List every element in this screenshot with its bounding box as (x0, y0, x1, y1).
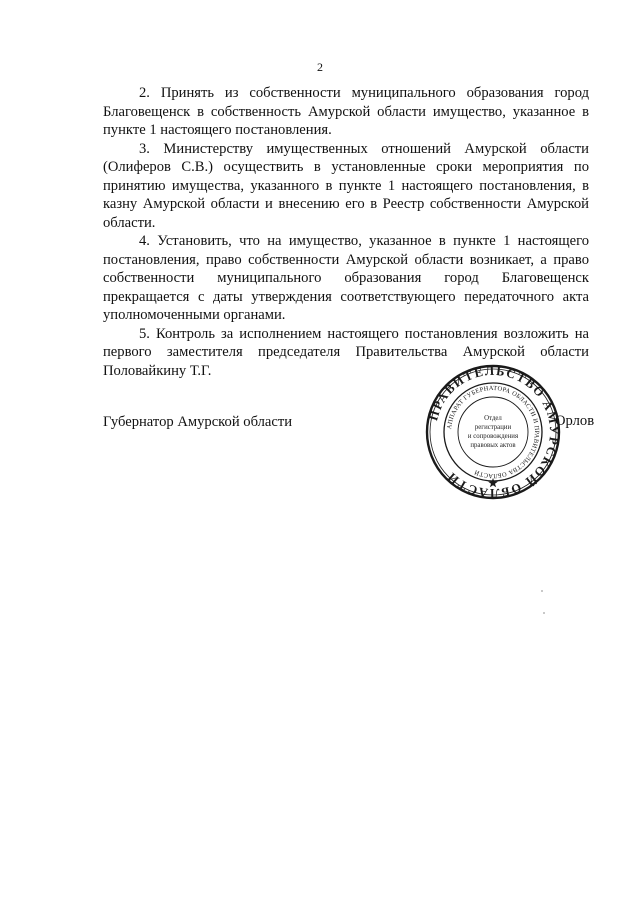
page-number: 2 (317, 60, 323, 74)
seal-center-line: правовых актов (470, 442, 516, 449)
document-body (103, 84, 589, 380)
seal-star-icon (488, 478, 498, 487)
official-seal (425, 364, 561, 500)
paragraph-2: 2. Принять из собственности муниципального образования город Благовещенск в собственность Амурской области имущество, указанное в пункте 1 настоящего постановления. (103, 85, 589, 138)
scan-speck (543, 612, 545, 614)
seal-outer-text: ПРАВИТЕЛЬСТВО АМУРСКОЙ ОБЛАСТИ (426, 364, 561, 500)
signatory-name: Орлов (555, 413, 595, 429)
paragraph-5: 5. Контроль за исполнением настоящего постановления возложить на первого заместителя председателя Правительства Амурской области Половайкину Т.Г. (103, 325, 589, 379)
scan-speck (541, 590, 543, 592)
seal-center-line: Отдел (484, 415, 502, 422)
signatory-position: Губернатор Амурской области (103, 414, 293, 430)
svg-text:АППАРАТ ГУБЕРНАТОРА ОБЛАСТИ И (446, 385, 540, 479)
seal-graphic (425, 364, 561, 500)
paragraph-3: 3. Министерству имущественных отношений Амурской области (Олиферов С.В.) осуществить в установленные сроки мероприятия по принятию имущества, указанного в пункте 1 настоящего постановления, в казну Амурской области и внесению его в Реестр собственности Амурской области. (103, 140, 589, 231)
paragraph-4: 4. Установить, что на имущество, указанное в пункте 1 настоящего постановления, право собственности Амурской области возникает, а право собственности муниципального образования город Благовещенск прекращается с даты утверждения соответствующего передаточного акта уполномоченными органами. (103, 233, 589, 323)
seal-center-line: и сопровождения (467, 433, 519, 440)
seal-center-line: регистрации (474, 424, 512, 431)
seal-inner-text: АППАРАТ ГУБЕРНАТОРА ОБЛАСТИ И ПРАВИТЕЛЬСТВА ОБЛАСТИ (446, 384, 541, 480)
